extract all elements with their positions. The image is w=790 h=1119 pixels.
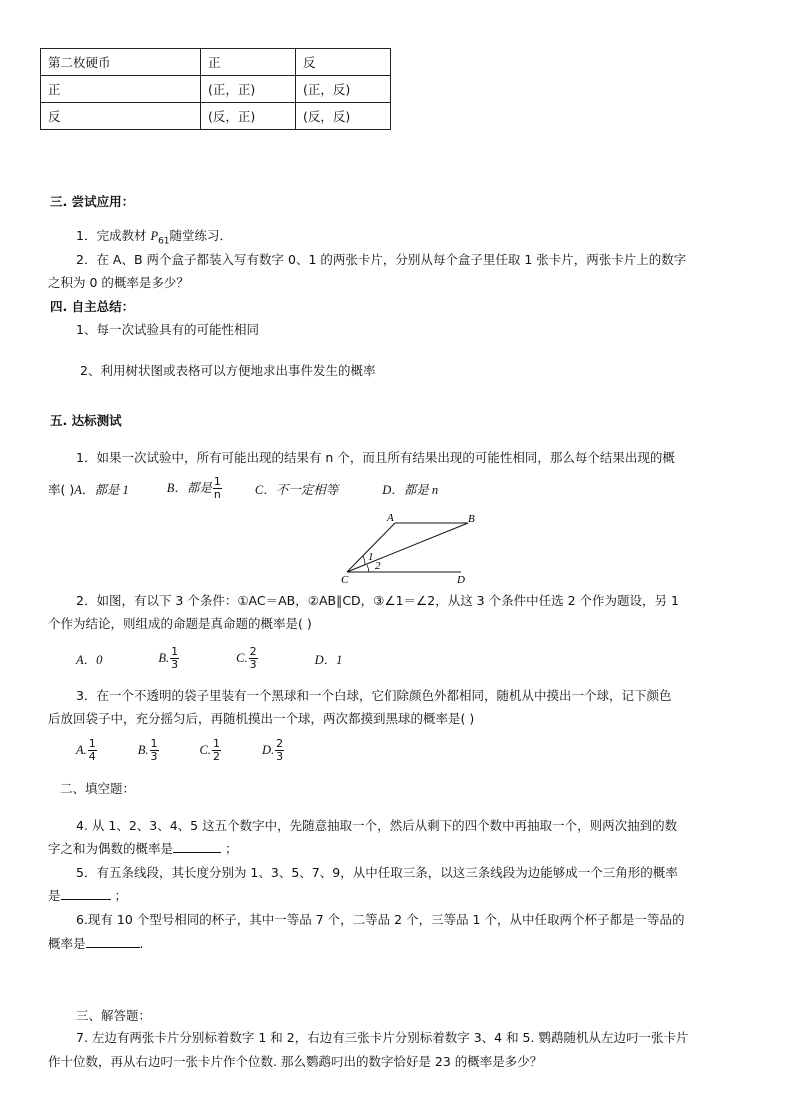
- fraction: [213, 476, 222, 501]
- q1-option-a: A．都是 1: [74, 482, 129, 497]
- sec3-question-2-line1: 2．在 A、B 两个盒子都装入写有数字 0、1 的两张卡片，分别从每个盒子里任取 1 张卡片，两张卡片上的数字: [76, 252, 687, 267]
- q3-option-b: [138, 738, 160, 763]
- numerator: 1: [213, 737, 220, 750]
- q2-option-d: D．1: [314, 652, 343, 667]
- q3-option-b-label: B.: [137, 743, 149, 757]
- test-question-1-line1: 1．如果一次试验中，所有可能出现的结果有 n 个，而且所有结果出现的可能性相同，那么每个结果出现的概: [76, 450, 675, 465]
- solve-question-7-line1: 7. 左边有两张卡片分别标着数字 1 和 2，右边有三张卡片分别标着数字 3、4 和 5. 鹦鹉随机从左边叼一张卡片: [76, 1030, 689, 1045]
- denominator: 3: [249, 658, 257, 671]
- numerator: 2: [249, 645, 257, 658]
- test-question-3-line2: 后放回袋子中，充分摇匀后，再随机摸出一个球，两次都摸到黑球的概率是( ): [48, 711, 475, 726]
- fill-q6-end: .: [139, 936, 144, 951]
- denominator: 3: [171, 658, 179, 671]
- test-question-2-options: [76, 646, 342, 671]
- q3-option-c: [200, 738, 222, 763]
- table-header-row: [41, 49, 391, 76]
- fraction: [212, 738, 221, 763]
- q1-option-b-label: B．都是: [166, 481, 212, 495]
- summary-item-2: 2、利用树状图或表格可以方便地求出事件发生的概率: [80, 363, 376, 378]
- numerator: 1: [171, 645, 179, 658]
- angle-arc-2: [367, 565, 369, 572]
- numerator: 2: [276, 737, 284, 750]
- sec3-q1-pre: 1．完成教材: [76, 228, 151, 243]
- page-ref-p: P: [150, 229, 159, 243]
- label-d: D: [457, 574, 465, 586]
- q3-option-c-label: C.: [199, 743, 211, 757]
- denominator: 3: [276, 750, 284, 763]
- q1-option-b: [167, 476, 223, 501]
- table-row: [41, 76, 391, 103]
- denominator: 3: [150, 750, 158, 763]
- numerator: 1: [150, 737, 158, 750]
- solve-question-7-line2: 作十位数，再从右边叼一张卡片作个位数. 那么鹦鹉叼出的数字恰好是 23 的概率是多少？: [48, 1054, 543, 1069]
- q2-option-b-label: B.: [158, 651, 170, 665]
- label-angle-2: 2: [375, 560, 381, 572]
- fill-question-6-line1: 6.现有 10 个型号相同的杯子，其中一等品 7 个，二等品 2 个，三等品 1 个，从中任取两个杯子都是一等品的: [76, 912, 685, 927]
- denominator: 4: [88, 750, 96, 763]
- q3-option-d: [262, 738, 285, 763]
- sec3-q1-post: 随堂练习．: [169, 228, 233, 243]
- numerator: 1: [213, 475, 221, 488]
- fraction: [170, 646, 179, 671]
- section-title-solve: 三、解答题：: [76, 1008, 152, 1023]
- q2-option-c-label: C.: [236, 651, 248, 665]
- table-cell: (正，正): [201, 76, 296, 103]
- parallel-lines-diagram: [335, 508, 485, 586]
- numerator: 1: [88, 737, 96, 750]
- denominator: 2: [213, 750, 220, 763]
- label-c: C: [341, 574, 349, 586]
- angle-arc-1: [363, 556, 365, 565]
- coin-outcome-table: [40, 48, 391, 130]
- table-row: [41, 103, 391, 130]
- test-question-3-line1: 3．在一个不透明的袋子里装有一个黑球和一个白球，它们除颜色外都相同，随机从中摸出一个球，记下颜色: [76, 688, 672, 703]
- section-title-fill-blank: 二、填空题：: [60, 781, 136, 796]
- fill-question-5-line1: 5．有五条线段，其长度分别为 1、3、5、7、9，从中任取三条，以这三条线段为边能够成一个三角形的概率: [76, 865, 678, 880]
- label-b: B: [468, 513, 475, 525]
- sec3-question-1: [76, 226, 232, 247]
- table-cell: (正，反): [296, 76, 391, 103]
- answer-blank[interactable]: [173, 852, 221, 853]
- answer-blank[interactable]: [61, 899, 111, 900]
- fill-question-5-line2: [48, 886, 127, 904]
- summary-item-1: 1、每一次试验具有的可能性相同: [76, 322, 259, 337]
- denominator: n: [213, 488, 221, 501]
- table-cell: 反: [41, 103, 201, 130]
- test-question-3-options: [76, 738, 285, 763]
- fraction: [275, 738, 284, 763]
- fraction: [150, 738, 159, 763]
- answer-blank[interactable]: [86, 947, 140, 948]
- q3-option-a-label: A.: [76, 743, 87, 757]
- fill-question-6-line2: [48, 934, 144, 952]
- fill-q5-end: ；: [110, 888, 127, 903]
- q3-option-a: [76, 738, 98, 763]
- q2-option-c: [236, 646, 258, 671]
- fill-q4-end: ；: [221, 841, 238, 856]
- q1-option-c: C．不一定相等: [254, 482, 339, 497]
- test-question-2-line1: 2．如图，有以下 3 个条件：①AC＝AB，②AB∥CD，③∠1＝∠2，从这 3 个条件中任选 2 个作为题设，另 1: [76, 593, 679, 608]
- fill-q4-text: 字之和为偶数的概率是: [48, 841, 174, 856]
- sec3-question-2-line2: 之积为 0 的概率是多少？: [48, 275, 189, 290]
- section-title-test: 五. 达标测试: [50, 413, 122, 428]
- table-cell: (反，反): [296, 103, 391, 130]
- fill-q6-text: 概率是: [48, 936, 86, 951]
- label-angle-1: 1: [368, 551, 374, 563]
- page-ref-number: 61: [158, 236, 170, 247]
- q2-option-a: A．0: [76, 652, 103, 667]
- table-cell: 正: [41, 76, 201, 103]
- table-cell: 反: [296, 49, 391, 76]
- q2-option-b: [158, 646, 180, 671]
- test-question-2-line2: 个作为结论，则组成的命题是真命题的概率是( ): [48, 616, 312, 631]
- test-question-1-line2: [48, 476, 438, 501]
- table-cell: 正: [201, 49, 296, 76]
- fraction: [249, 646, 258, 671]
- segment-ca: [347, 523, 395, 572]
- table-cell: (反，正): [201, 103, 296, 130]
- q1-answer-blank: 率( ): [48, 481, 75, 497]
- q1-option-d: D．都是 n: [382, 482, 439, 497]
- fill-question-4-line2: [48, 839, 238, 857]
- table-cell: 第二枚硬币: [41, 49, 201, 76]
- label-a: A: [387, 512, 394, 524]
- section-title-try-apply: 三. 尝试应用：: [50, 194, 135, 209]
- fill-q5-text: 是: [48, 888, 61, 903]
- section-title-summary: 四. 自主总结：: [50, 299, 135, 314]
- q3-option-d-label: D.: [262, 743, 275, 757]
- fill-question-4-line1: 4. 从 1、2、3、4、5 这五个数字中，先随意抽取一个，然后从剩下的四个数中再抽取一个，则两次抽到的数: [76, 818, 678, 833]
- fraction: [88, 738, 97, 763]
